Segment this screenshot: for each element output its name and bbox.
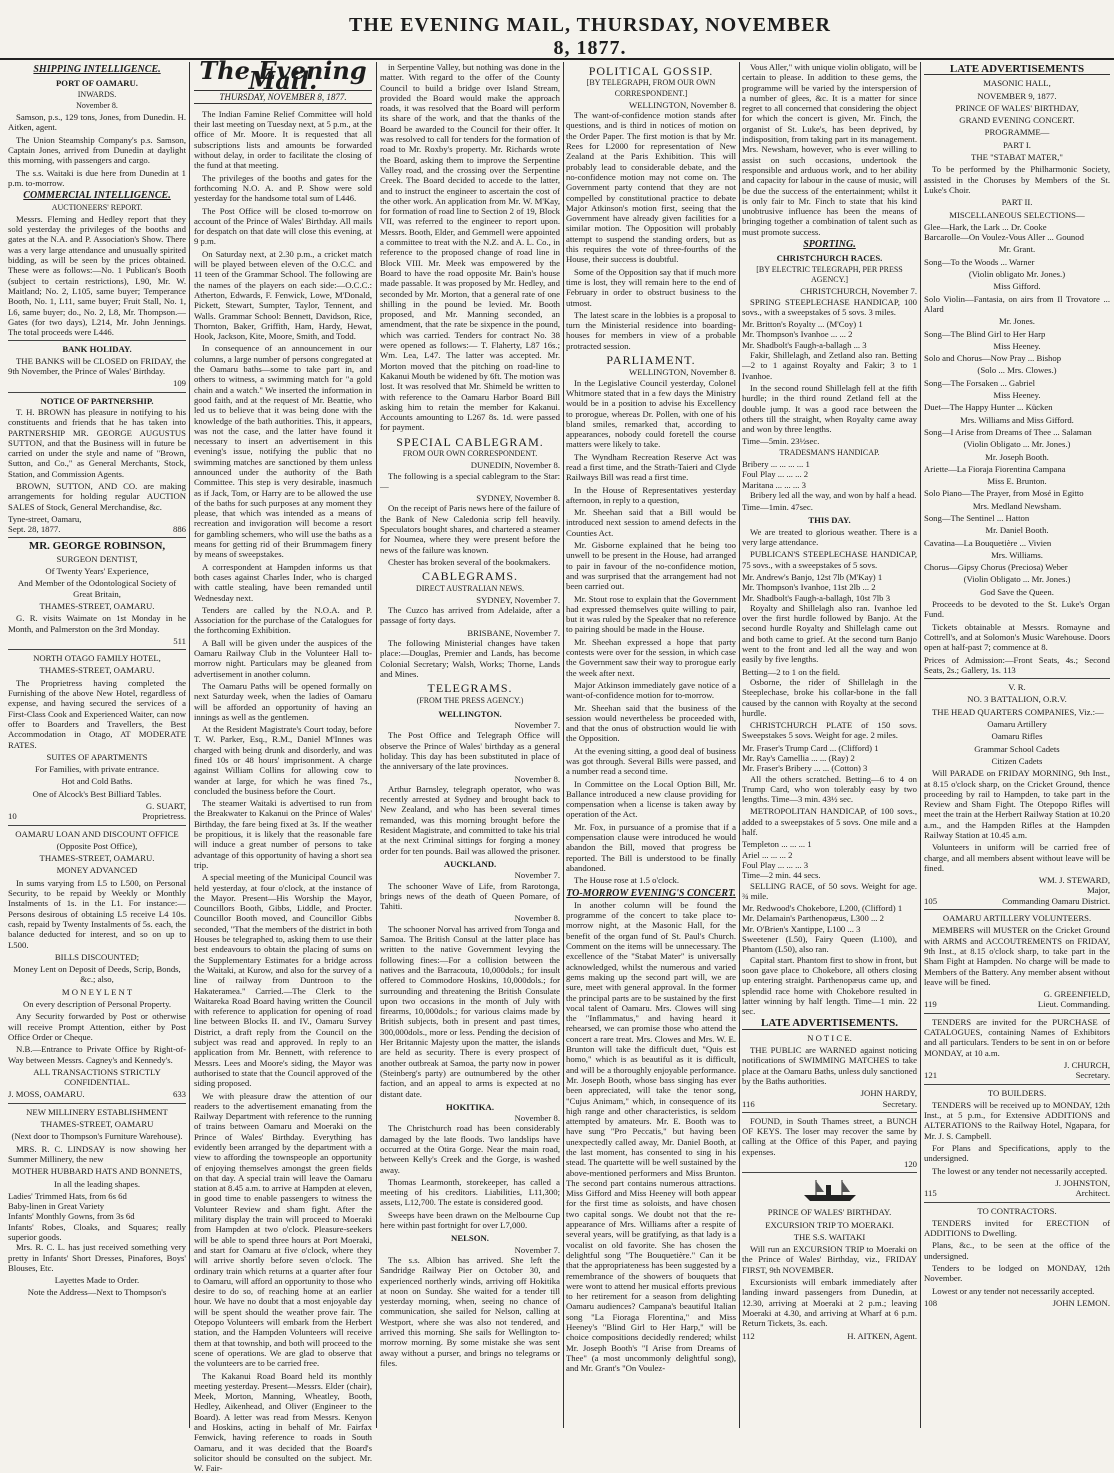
news-paragraph: The schooner Norval has arrived from Tonga and Samoa. The British Consul at the latter place has written to the native Government levying the following fines:—For a collision between the natives and the Barracouta, 10,000dols.; for insult offered to Commodore Hoskins, 10,000dols.; for surrounding and threatening the British Consulate upon two occasions in the month of July with firearms, 10,000dols.; for various claims made by British subjects, both in present and past times, 300,000dols., more or less. Pending the decision of Her Britannic Majesty upon the matter, the islands are held as security. There is every prospect of another outbreak at Samoa, the party now in power (Steinberg's party) are outnumbered by the other faction, and an appeal to arms is expected at no distant date. — [380, 923, 560, 1099]
news-paragraph: The House rose at 1.5 o'clock. — [574, 875, 680, 886]
artillery-heading: OAMARU ARTILLERY VOLUNTEERS. — [942, 913, 1092, 924]
programme-heading: PROGRAMME— — [984, 127, 1050, 138]
race-betting: Betting—2 to 1 on the field. — [742, 666, 840, 677]
programme-performer: Mr. Joseph Booth. — [985, 451, 1049, 462]
programme-item: Song—The Sentinel ... Hatton — [924, 512, 1030, 523]
money-advanced: MONEY ADVANCED — [56, 865, 138, 876]
auctioneers-heading: AUCTIONEERS' REPORT. — [51, 202, 143, 212]
hotel-name: NORTH OTAGO FAMILY HOTEL, — [33, 653, 161, 664]
tenders-text: TENDERS will be received up to MONDAY, 12th Inst., at 5 p.m., for Extensive ADDITIONS and ALTERATIONS to the Railway Hotel, Ngapara, for Mr. J. S. Campbell. — [924, 1099, 1110, 1141]
proprietress-role: 10 Proprietress. — [8, 811, 186, 822]
loan-sub: (Opposite Post Office), — [56, 840, 138, 851]
programme-performer: Mrs. Williams. — [991, 549, 1043, 560]
masthead — [0, 0, 1114, 60]
news-paragraph: Chester has broken several of the bookmakers. — [388, 556, 551, 567]
race-heading: SPRING STEEPLECHASE HANDICAP, 100 sovs., with a sweepstakes of 5 sovs. 3 miles. — [742, 296, 917, 317]
prices-text: Prices of Admission:—Front Seats, 4s.; Second Seats, 2s.; Gallery, 1s. 113 — [924, 654, 1110, 675]
stabat-mater: THE "STABAT MATER," — [971, 152, 1063, 163]
ship-name: THE S.S. WAITAKI — [793, 1231, 866, 1242]
race-heading: PUBLICAN'S STEEPLECHASE HANDICAP, 75 sovs., with a sweepstakes of 5 sovs. — [742, 549, 917, 570]
news-date: WELLINGTON, November 8. — [629, 367, 736, 378]
news-paragraph: Some of the Opposition say that if much more time is lost, they will remain here to the end of February in order to obstruct business to the utmost. — [566, 266, 736, 308]
news-paragraph: The Cuzco has arrived from Adelaide, after a passage of forty days. — [380, 605, 560, 626]
programme-item: Song—To the Woods ... Warner — [924, 256, 1035, 267]
signature-role: 119 Lieut. Commanding. — [924, 999, 1110, 1010]
programme-item: Glee—Hark, the Lark ... Dr. Cooke — [924, 221, 1047, 232]
news-paragraph: On the receipt of Paris news here of the failure of the Bank of New Caledonia scrip fell heavily. Speculators bought shares, and chartered a steamer for Noumea, where they were present before the news of the failure was known. — [380, 503, 560, 555]
programme-item: Cavatina—La Bouquetière ... Vivien — [924, 537, 1052, 548]
race-report: Osborne, the rider of Shillelagh in the Steeplechase, broke his collar-bone in the fall caused by the cannon with Royalty at the second hurdle. — [742, 676, 917, 718]
millinery-item: Ladies' Trimmed Hats, from 6s 6d — [8, 1190, 127, 1201]
nb-text: N.B.—Entrance to Private Office by Right-of-Way between Messrs. Cagney's and Kennedy's. — [8, 1044, 186, 1065]
hokitika-heading: HOKITIKA. — [445, 1101, 495, 1112]
money-lent-sub: On every description of Personal Property. — [22, 999, 172, 1010]
races-from: [BY ELECTRIC TELEGRAPH, PER PRESS AGENCY.] — [756, 264, 903, 284]
programme-item: Solo Violin—Fantasia, on airs from Il Trovatore ... Alard — [924, 293, 1110, 314]
news-paragraph: Mr. Sheehan expressed a hope that party contests were over for the session, in which case the Government saw their way to prorogue early the week after next. — [566, 636, 736, 678]
programme-performer: Miss Heeney. — [993, 340, 1041, 351]
bills-text: Money Lent on Deposit of Deeds, Scrip, Bonds, &c.; also, — [13, 964, 181, 985]
news-paragraph: The Post Office and Telegraph Office will observe the Prince of Wales' birthday as a general holiday. This day has been substituted in place of the anniversary of the late provinces. — [380, 730, 560, 772]
company-item: Citizen Cadets — [991, 755, 1043, 766]
news-date: November 8. — [514, 773, 560, 784]
news-paragraph: The Kakanui Road Board held its monthly meeting yesterday. Present—Messrs. Elder (chair), Meek, Morton, Manning, Wheatley, Booth, Hedley, Aikenhead, and Oliver (Engineer to the Board). A letter was read from Messrs. Kenyon and Hoskins, acting in behalf of Mr. Fairfax Fenwick, having reference to roads in South Oamaru, and it was decided that the Board's solicitor should be consulted on the subject. Mr. W. Fair- — [194, 1370, 372, 1473]
column-4 — [566, 62, 736, 1430]
lowest-text: The lowest or any tender not necessarily accepted. — [932, 1165, 1108, 1176]
race-report: Bribery led all the way, and won by half a head. — [750, 489, 917, 500]
concert-heading: TO-MORROW EVENING'S CONCERT. — [566, 887, 736, 899]
programme-performer: (Violin obligato Mr. Jones.) — [968, 269, 1066, 280]
programme-item: Duet—The Happy Hunter ... Kücken — [924, 402, 1053, 413]
news-date: November 8. — [514, 913, 560, 924]
signature-name: J. JOHNSTON, — [1055, 1177, 1110, 1188]
column-5 — [742, 62, 917, 1430]
millinery-text: MRS. R. C. LINDSAY is now showing her Summer Millinery, the new — [8, 1143, 186, 1164]
news-paragraph: The Post Office will be closed to-morrow on account of the Prince of Wales' Birthday. All mails for despatch on that date will close this evening, at 9 p.m. — [194, 205, 372, 247]
programme-item: Barcarolle—On Voulez-Vous Aller ... Gounod — [924, 232, 1084, 243]
partnership-address: Tyne-street, Oamaru, — [8, 513, 82, 524]
hq-text: THE HEAD QUARTERS COMPANIES, Viz.:— — [932, 706, 1104, 717]
dentist-name: MR. GEORGE ROBINSON, — [28, 540, 166, 553]
news-paragraph: Mr. Stout rose to explain that the Government had expressed themselves quite willing to pair, but it was ruled by the Speaker that no reference to pairing should be made in the House. — [566, 593, 736, 635]
news-paragraph: A correspondent at Hampden informs us that both cases against Charles Inder, who is charged with cattle stealing, have been remanded until Wednesday next. — [194, 561, 372, 603]
news-paragraph: Sweeps have been drawn on the Melbourne Cup here within past fortnight for over L7,000. — [380, 1209, 560, 1231]
programme-performer: Mr. Grant. — [998, 244, 1036, 255]
shipping-item: The Union Steamship Company's p.s. Samson, Captain Jones, arrived from Dunedin at daylight this morning, with passengers and cargo. — [8, 134, 186, 166]
race-result: Foul Play ... ... ... 2 — [742, 469, 809, 480]
special-place: DUNEDIN, November 8. — [470, 460, 560, 471]
races-heading: CHRISTCHURCH RACES. — [776, 253, 883, 264]
prince-birthday: PRINCE OF WALES' BIRTHDAY, — [955, 102, 1079, 113]
confidential-note: ALL TRANSACTIONS STRICTLY CONFIDENTIAL. — [33, 1066, 161, 1088]
political-gossip-heading: POLITICAL GOSSIP. — [588, 64, 714, 78]
race-heading: METROPOLITAN HANDICAP, of 100 sovs., added to a sweepstakes of 5 sovs. One mile and a half. — [742, 806, 917, 838]
suites-heading: SUITES OF APARTMENTS — [46, 751, 148, 762]
column-rule — [376, 62, 377, 1428]
race-result: Mr. Thompson's Ivanhoe ... ... 2 — [742, 329, 853, 340]
news-paragraph: The following Ministerial changes have taken place:—Douglas, Premier and Lands, has become Colonial Secretary; Walsh, Works; Thorne, Lands and Mines. — [380, 638, 560, 679]
race-result: Mr. Fraser's Bribery ... ... (Cotton) 3 — [742, 763, 868, 774]
suites-billiards: One of Alcock's Best Billiard Tables. — [32, 788, 162, 799]
race-result: Mr. Shadbolt's Faugh-a-ballagh, 10st 7lb 3 — [742, 592, 891, 603]
column-rule — [739, 62, 740, 1428]
millinery-item: Baby-linen in Great Variety — [8, 1201, 105, 1212]
signature-role: 115 Architect. — [924, 1188, 1110, 1199]
agent-signature: 112 H. AITKEN, Agent. — [742, 1330, 917, 1341]
news-paragraph: Mr. Fox, in pursuance of a promise that if a compensation clause were introduced he would abandon the Bill, moved that progress be reported. The Bill is understood to be finally abandoned. — [566, 821, 736, 873]
news-paragraph: On Saturday next, at 2.30 p.m., a cricket match will be played between eleven of the O.C.C. and 11 teen of the Grammar School. The following are the names of the players on each side:—O.C.C.: Atherton, Edwards, F. Fenwick, Lowe, M'Donald, Pickett, Stewart, Sumpter, Taylor, Tennent, and Walls. Grammar School: Bennett, Davidson, Rice, Thornton, Baker, Griffith, Ham, Hardy, Hewat, Hook, Jackson, Kite, Moore, Smith, and Todd. — [194, 248, 372, 342]
signature-role: 116 Secretary. — [742, 1098, 917, 1109]
news-date: November 8. — [514, 1113, 560, 1124]
programme-item: Song—The Forsaken ... Gabriel — [924, 377, 1035, 388]
column-6 — [924, 62, 1110, 1430]
telegrams-heading: TELEGRAMS. — [427, 681, 513, 696]
programme-performer: Mr. Jones. — [999, 316, 1035, 327]
race-result: Mr. Andrew's Banjo, 12st 7lb (M'Kay) 1 — [742, 571, 883, 582]
news-paragraph: Mr. Sheehan said that a Bill would be introduced next session to amend defects in the Counties Act. — [566, 507, 736, 538]
race-result: Maritana ... ... ... 3 — [742, 479, 806, 490]
partnership-date: Sept. 28, 1877. 886 — [8, 524, 186, 535]
race-report: Capital start. Phantom first to show in front, but soon gave place to Chokebore, all others closing up entering straight. Parthenopæus came up, and splendid race home with Chokebore resulted in latter winning by half length. Time—1 min. 22 sec. — [742, 954, 917, 1017]
moss-signature: J. MOSS, OAMARU. 633 — [8, 1089, 186, 1100]
sporting-heading: SPORTING. — [803, 239, 856, 251]
port-heading: PORT OF OAMARU. — [56, 78, 138, 89]
shipping-item: The s.s. Waitaki is due here from Dunedin at 1 p.m. to-morrow. — [8, 167, 186, 188]
millinery-text: Mrs. R. C. L. has just received something very pretty in Infants' Short Dresses, Pinafores, Boys' Blouses, Etc. — [8, 1242, 186, 1273]
artillery-text: MEMBERS will MUSTER on the Cricket Ground with ARMS and ACCOUTREMENTS on FRIDAY, 9th Inst., at 8.15 o'clock sharp, to take part in the Sham Fight at Hampden. No charge will be made to Members of the Battery. Any member absent without leave will be fined. — [924, 925, 1110, 987]
notice-heading: N O T I C E. — [807, 1032, 852, 1043]
programme-anthem: God Save the Queen. — [980, 586, 1054, 597]
signature-command: 105 Commanding Oamaru District. — [924, 895, 1110, 906]
signature-name: JOHN HARDY, — [860, 1088, 917, 1099]
race-result: Mr. O'Brien's Xantippe, L100 ... 3 — [742, 923, 861, 934]
dentist-experience: Of Twenty Years' Experience, — [45, 566, 149, 577]
inwards-date: November 8. — [76, 100, 118, 110]
found-text: FOUND, in South Thames street, a BUNCH OF KEYS. The loser may recover the same by calling at the Office of this Paper, and paying expenses. — [742, 1115, 917, 1157]
signature-name: WM. J. STEWARD, — [1038, 875, 1110, 886]
telegrams-from: (FROM THE PRESS AGENCY.) — [416, 695, 524, 705]
cable-date: BRISBANE, November 7. — [467, 627, 560, 638]
race-heading: TRADESMAN'S HANDICAP. — [779, 447, 880, 457]
excursion-text: Excursionists will embark immediately after landing inward passengers from Dunedin, at 12.30, arriving at Moeraki at 2 p.m.; leaving Moeraki at 4.30, and arriving at Wharf at 6 p.m. Return Tickets, 3s. each. — [742, 1277, 917, 1329]
steamship-icon — [800, 1177, 860, 1203]
battalion-heading: NO. 3 BATTALION, O.R.V. — [967, 694, 1067, 705]
programme-performer: (Violin Obligato ... Mr. Jones.) — [963, 574, 1071, 585]
news-paragraph: Vous Aller," with unique violin obligato, will be certain to please. In addition to these gems, the programme will be varied by the interspersion of a number of glees, &c. It is a matter for since regret to all concerned that considering the object for which the concert is given, Mr. Finch, the organist of St. Luke's, has been deprived, by indisposition, from taking part in its management. Mrs. Newsham, however, who is ever willing to assist on such occasions, undertook the responsible and arduous work, and to her ability and capacity for labour in the cause of music, will be due the success of the entertainment; whilst it is only fair to Mr. Finch to state that his kind unobtrusive influence has been the means of bringing together a combination of talent such as must promote success. — [742, 62, 917, 237]
programme-item: Solo and Chorus—Now Pray ... Bishop — [924, 353, 1062, 364]
loan-text: In sums varying from L5 to L500, on Personal Security, to be repaid by Weekly or Monthly Instalments of 1s. in the L1. For instance:—Persons desirous of obtaining L5 receive L4 10s. cash, repaid by Twenty Instalments of 5s. each, the balance deducted for interest, and so on up to L500. — [8, 877, 186, 950]
tickets-text: Tickets obtainable at Messrs. Romayne and Cottrell's, and at Solomon's Music Warehouse. Doors open at half-past 7; commence at 8. — [924, 621, 1110, 653]
news-paragraph: The Indian Famine Relief Committee will hold their last meeting on Tuesday next, at 5 p.m., at the office of Mr. Moore. It is requested that all subscriptions lists and amounts be forwarded without delay, in order to facilitate the closing of the fund at that meeting. — [194, 108, 372, 171]
news-paragraph: Mr. Gisborne explained that he being too unwell to be present in the House, had arranged to pair in favour of the no-confidence motion, and was surprised that the arrangement had not been carried out. — [566, 540, 736, 592]
news-date: CHRISTCHURCH, November 7. — [800, 286, 917, 297]
partnership-text: T. H. BROWN has pleasure in notifying to his constituents and friends that he has taken into PARTNERSHIP MR. GEORGE AUGUSTUS SUTTON, and that the Business will in future be carried on under the style and name of "Brown, Sutton, and Co.," as General Merchants, Stock, Station, and Commission Agents. — [8, 406, 186, 479]
plans-text: For Plans and Specifications, apply to the undersigned. — [924, 1143, 1110, 1164]
loan-address: THAMES-STREET, OAMARU. — [39, 853, 155, 864]
cablegrams-heading: CABLEGRAMS. — [421, 569, 518, 584]
ad-number: 511 — [173, 635, 186, 646]
race-result: Mr. Redwood's Chokebore, L200, (Clifford) 1 — [742, 903, 903, 914]
race-time: Time—5min. 23½sec. — [742, 436, 820, 447]
excursion-heading: EXCURSION TRIP TO MOERAKI. — [765, 1219, 894, 1230]
column-rule — [563, 62, 564, 1428]
special-cablegram-heading: SPECIAL CABLEGRAM. — [396, 434, 544, 449]
grand-concert: GRAND EVENING CONCERT. — [959, 115, 1075, 126]
tenders-text: TENDERS invited for ERECTION of ADDITIONS to Dwelling. — [924, 1217, 1110, 1239]
suites-baths: Hot and Cold Baths. — [61, 776, 133, 787]
notice-text: THE PUBLIC are WARNED against noticing notifications of SWIMMING MATCHES to take place at the Oamaru Baths, unless duly sanctioned by the Baths authorities. — [742, 1045, 917, 1086]
programme-performer: (Solo ... Mrs. Clowes.) — [977, 365, 1057, 376]
column-rule — [920, 62, 921, 1428]
dateline: THURSDAY, NOVEMBER 8, 1877. — [194, 90, 372, 104]
millinery-sub: (Next door to Thompson's Furniture Warehouse). — [11, 1131, 183, 1142]
programme-item: Ariette—La Fioraja Fiorentina Campana — [924, 463, 1066, 474]
news-paragraph: A special meeting of the Municipal Council was held yesterday, at four o'clock, at the instance of the Mayor. Present—His Worship the Mayor, Councillors Booth, Gibbs, Liddle, and Procter. Councillor Booth moved, and Councillor Gibbs seconded, "That the members of the district in both Houses be telegraphed to, asking them to use their best endeavours to obtain the placing of sums on the Supplementary Estimates for a bridge across the Waitaki, at Kurow, and also for the survey of a line of railway from Duntroon to the Hakateramea." Carried.—The Clerk to the Waitareka Road Board having written the Council with reference to application for opening of road line between Blocks II. and IV., Oamaru Survey District, a draft reply from the Council on the subject was read and approved. In reply to an application from Mr. Bennett, with reference to Messrs. Lees and Moore's siding, the Mayor was authorised to state that the Council approved of the siding proposed. — [194, 872, 372, 1089]
race-result: Mr. Shadbolt's Faugh-a-ballagh ... 3 — [742, 339, 867, 350]
column-3 — [380, 62, 560, 1430]
news-paragraph: The schooner Wave of Life, from Rarotonga, brings news of the death of Queen Pomare, of Tahiti. — [380, 880, 560, 912]
ad-number: 109 — [172, 378, 186, 389]
dentist-text: G. R. visits Waimate on 1st Monday in he Month, and Palmerston on the 3rd Monday. — [8, 613, 186, 634]
tenders-text: TENDERS are invited for the PURCHASE of CATALOGUES, containing Names of Exhibitors and all particulars. Tenders to be sent in on or before MONDAY, at 10 a.m. — [924, 1016, 1110, 1058]
news-paragraph: Mr. Sheehan said that the business of the session would nevertheless be proceeded with, and that the onus of obstruction would lie with the Opposition. — [566, 702, 736, 744]
signature-role: 121 Secretary. — [924, 1070, 1110, 1081]
race-result: Mr. Delamain's Parthenopæus, L300 ... 2 — [742, 913, 884, 924]
race-result: Mr. Fraser's Trump Card ... (Clifford) 1 — [742, 742, 879, 753]
news-paragraph: We with pleasure draw the attention of our readers to the advertisement emanating from the Railway Department with reference to the running of trains between Oamaru and Moeraki on the Prince of Wales' Birthday. Everything has evidently been arranged by the department with a view to affording the townspeople an opportunity of enjoying themselves amongst the green fields on that day. A special train will leave the Oamaru station at 8.45 a.m. to arrive at Hampden at eleven, in good time to enable passengers to witness the Volunteer Review and sham fight. After the military display the train will proceed to Moeraki from Hampden at two o'clock. Pleasure-seekers will be able to spend three hours at Port Moeraki, and start for Oamaru at five o'clock, where they will arrive shortly before seven o'clock. The ordinary train which returns at a quarter after four to Oamaru, will afford an opportunity to those who desire to do so, of reaching home at an earlier hour. We have no doubt that a most enjoyable day will be spent should the weather prove fair. The Otepopo Volunteers will embark from the Herbert station, and the Hampden Volunteers will receive them at that township, and both will proceed to the scene of operations. We are glad to observe that the volunteers are to be carried free. — [194, 1090, 372, 1369]
programme-list — [924, 222, 1110, 597]
shapes-text: In all the leading shapes. — [53, 1178, 141, 1189]
millinery-item: Infants' Monthly Gowns, from 3s 6d — [8, 1211, 135, 1222]
race-report: All the others scratched. Betting—6 to 4 on Trump Card, who won tolerably easy by two lengths. Time—3 min. 43½ sec. — [742, 773, 917, 805]
lodged-text: Tenders to be lodged on MONDAY, 12th November. — [924, 1262, 1110, 1284]
news-paragraph: The following is a special cablegram to the Star:— — [380, 470, 560, 491]
parade-text: Volunteers in uniform will be carried free of charge, and all members absent without leave will be fined. — [924, 842, 1110, 873]
news-paragraph: The s.s. Albion has arrived. She left the Sandridge Railway Pier on October 30, and experienced northerly winds, arriving off Hokitika at noon on Sunday. She waited for a tender till yesterday morning, when, seeing no chance of communication, she sailed for Nelson, calling at Westport, where she was also not tendered, and arrived this morning. She sails for Wellington to-morrow morning. By some mistake she was sent away without a purser, and brings no telegrams or files. — [380, 1254, 560, 1368]
column-2 — [194, 56, 372, 1473]
political-from: [BY TELEGRAPH, FROM OUR OWN CORRESPONDENT.] — [586, 78, 716, 98]
shipping-heading: SHIPPING INTELLIGENCE. — [33, 64, 161, 75]
late-ads-heading: LATE ADVERTISEMENTS — [924, 64, 1110, 75]
news-paragraph: A Ball will be given under the auspices of the Oamaru Railway Club in the Volunteer Hall to-morrow night. Particulars may be gleaned from advertisement in another column. — [194, 637, 372, 679]
company-item: Grammar School Cadets — [974, 743, 1060, 754]
suites-sub: For Families, with private entrance. — [34, 764, 159, 775]
proceeds-text: Proceeds to be devoted to the St. Luke's Organ Fund. — [924, 599, 1110, 620]
news-paragraph: Major Atkinson immediately gave notice of a want-of-confidence motion for to-morrow. — [566, 679, 736, 701]
news-paragraph: We are treated to glorious weather. There is a very large attendance. — [742, 526, 917, 548]
programme-item: Solo Piano—The Prayer, from Mosé in Egitto — [924, 488, 1084, 499]
wellington-heading: WELLINGTON. — [438, 708, 502, 719]
programme-performer: Mr. Daniel Booth. — [985, 525, 1049, 536]
money-lent: M O N E Y L E N T — [61, 986, 133, 997]
auckland-heading: AUCKLAND. — [443, 858, 497, 869]
millinery-item: Infants' Robes, Cloaks, and Squares; really superior goods. — [8, 1221, 186, 1242]
news-paragraph: in Serpentine Valley, but nothing was done in the matter. With regard to the offer of the County Council to build a bridge over Island Stream, provided the Board would make the approach roads, it was resolved that the Board will perform its share of the work, and that the thanks of the Board be awarded to the Council for their offer. It was resolved to call for tenders for the formation of road to Mr. Roxby's property. Mr. Richards wrote the Board, asking them to improve the Serpentine Valley road, and the crossing over the Serpentine Creek. The Board decided to accede to the latter, and to instruct the engineer to ascertain the cost of the other work. An application from Mr. W. M'Kay, for formation of road line to Section 2 of 19, Block VII, was referred to the engineer to report upon. Messrs. Booth, Elder, and Gemmell were appointed a committee to treat with the N.Z. and A. L. Co., in reference to the proposed change of road line in Block VIII. Mr. Meek was empowered by the Board to have the road opposite Mr. Bain's house made passable. It was proposed by Mr. Hedley, and seconded by Mr. Morton, that a general rate of one shilling in the pound be levied. Mr. Booth proposed, and Mr. Manning seconded, an amendment, that the rate be sixpence in the pound, which was carried. Tenders for contract No. 38 were opened as follows:— T. Flaherty, L87 16s.; Wm. Lea, L47. The latter was accepted. Mr. Morton moved that the pitching on road-line to Kakanui Mouth be widened by 6ft. The motion was lost. It was resolved that Mr. Shimeld be written to with reference to the Oamaru Harbor Board Bill asking him to retain the member for Kakanui. Accounts amounting to L267 8s. 1d. were passed for payment. — [380, 62, 560, 433]
race-time: Time—2 min. 44 secs. — [742, 870, 821, 881]
dentist-address: THAMES-STREET, OAMARU. — [39, 600, 155, 611]
news-paragraph: The steamer Waitaki is advertised to run from the Breakwater to Kakanui on the Prince of Wales' Birthday, the fare being fixed at 3s. If the weather be propitious, it is likely that the reasonable fare will induce a great number of persons to take advantage of this opportunity of having a short sea trip. — [194, 798, 372, 870]
race-result: Foul Play ... ... ... 3 — [742, 859, 809, 870]
signature-role: Major, — [1086, 885, 1110, 896]
dentist-title: SURGEON DENTIST, — [56, 553, 138, 564]
shipping-item: Samson, p.s., 129 tons, Jones, from Dunedin. H. Aitken, agent. — [8, 112, 186, 133]
parliament-heading: PARLIAMENT. — [606, 353, 696, 368]
news-date: November 7. — [514, 870, 560, 881]
prince-birthday-heading: PRINCE OF WALES' BIRTHDAY. — [767, 1207, 892, 1218]
race-report: Fakir, Shillelagh, and Zetland also ran. Betting—2 to 1 against Royalty and Fakir; 3 to 1 Ivanhoe. — [742, 350, 917, 381]
race-result: Mr. Thompson's Ivanhoe, 11st 2lb ... 2 — [742, 582, 876, 593]
programme-performer: Miss Heeney. — [993, 390, 1041, 401]
proprietress-name: G. SUART, — [145, 801, 186, 811]
masonic-hall-heading: MASONIC HALL, — [983, 78, 1051, 89]
commercial-heading: COMMERCIAL INTELLIGENCE. — [23, 190, 171, 202]
builders-heading: TO BUILDERS. — [987, 1087, 1047, 1098]
news-paragraph: The Christchurch road has been considerably damaged by the late floods. Two landslips have occurred at the Otira Gorge. Near the main road, between Kelly's Creek and the Gorge, is washed away. — [380, 1123, 560, 1175]
news-paragraph: At the Resident Magistrate's Court today, before T. W. Parker, Esq., R.M., Daniel M'Innes was charged with being drunk and disorderly, and was fined 10s or 48 hours' imprisonment. A charge against William Collins for allowing cow to wander at large, for which he was fined 7s., concluded the business before the Court. — [194, 724, 372, 796]
programme-performer: (Violin Obligato ... Mr. Jones.) — [963, 439, 1071, 450]
news-paragraph: In the House of Representatives yesterday afternoon, in reply to a question, — [566, 484, 736, 505]
hotel-text: The Proprietress having completed the Furnishing of the above New Hotel, regardless of expense, and having secured the services of a First-Class Cook and Experienced Waiter, can now offer to Boarders and Travellers, the Best Accommodation in Otago, AT MODERATE RATES. — [8, 677, 186, 750]
programme-performer: Miss Gifford. — [993, 281, 1041, 292]
news-paragraph: Thomas Learmonth, storekeeper, has called a meeting of his creditors. Liabilities, L11,300; assets, L12,700. The estate is considered good. — [380, 1176, 560, 1208]
programme-item: Chorus—Gipsy Chorus (Preciosa) Weber — [924, 562, 1068, 573]
bills-heading: BILLS DISCOUNTED; — [54, 951, 140, 962]
bank-holiday-heading: BANK HOLIDAY. — [62, 344, 132, 355]
concert-date: NOVEMBER 9, 1877. — [977, 90, 1057, 101]
company-item: Oamaru Rifles — [991, 731, 1043, 742]
company-item: Oamaru Artillery — [987, 719, 1047, 730]
news-paragraph: In Committee on the Local Option Bill, Mr. Ballance introduced a new clause providing for compensation when a license is taken away by operation of the Act. — [566, 778, 736, 820]
part-heading: PART I. — [1003, 139, 1031, 150]
dentist-membership: And Member of the Odontological Society of Great Britain, — [17, 578, 177, 599]
race-report: Royalty and Shillelagh also ran. Ivanhoe led over the first hurdle followed by Banjo. At the second hurdle Royalty and Shillelagh came out and both came to grief. At the second turn Banjo went to the front and led all the way and won easily by five lengths. — [742, 602, 917, 665]
news-paragraph: Tenders are called by the N.O.A. and P. Association for the purchase of the Catalogues for the forthcoming Exhibition. — [194, 604, 372, 636]
news-paragraph: The want-of-confidence motion stands after questions, and is third in notices of motion on the Order Paper. The first motion is that by Mr. Rees for L2000 for representation of New Zealand at the Paris Exhibition. This will probably lead to considerable debate, and the no-confidence motion may not come on. The Government party contend that they are not compelled by constitutional practice to debate Major Atkinson's motion first, seeing that the Government have already given facilities for a similar motion. The Opposition will probably attempt to suspend the standing orders, but as this requires the vote of three-fourths of the House, their success is doubtful. — [566, 110, 736, 265]
race-time: Time—1min. 47sec. — [742, 502, 813, 513]
loan-heading: OAMARU LOAN AND DISCOUNT OFFICE — [15, 828, 179, 839]
millinery-heading: NEW MILLINERY ESTABLISHMENT — [26, 1106, 168, 1117]
newspaper-title: THE EVENING MAIL, THURSDAY, NOVEMBER 8, 1877. — [348, 14, 831, 59]
auctioneers-report: Messrs. Fleming and Hedley report that they sold yesterday the privileges of the booths and gates at the N.A. and P. Association's Show. There was a very large attendance and unusually spirited bidding, as will be seen by the prices obtained. These were as follows:—No. 1 Publican's Booth (subject to certain restrictions), L90, Mr. W. Maitland; No. 2, L105, same buyer; Temperance Booth, No. 1, L11, same buyer; Fruit Stall, No. 1, L6, same buyer; do., No. 2, L8, Mr. Thompson.—Gates (for two days), L214, Mr. John Jennings. The total proceeds were L446. — [8, 213, 186, 338]
this-day-heading: THIS DAY. — [808, 515, 851, 526]
race-result: Mr. Britton's Royalty ... (M'Coy) 1 — [742, 319, 863, 330]
ad-number: 120 — [903, 1158, 917, 1169]
programme-item: Song—I Arise from Dreams of Thee ... Salaman — [924, 426, 1092, 437]
cablegrams-sub: DIRECT AUSTRALIAN NEWS. — [415, 583, 525, 593]
cable-date: SYDNEY, November 7. — [476, 594, 560, 605]
programme-performer: Mrs. Williams and Miss Gifford. — [960, 414, 1074, 425]
signature-name: G. GREENFIELD, — [1043, 989, 1110, 1000]
news-date: November 7. — [514, 720, 560, 731]
newspaper-logo: The Evening Mail. — [199, 56, 367, 96]
news-paragraph: Arthur Barnsley, telegraph operator, who was recently arrested at Sydney and brought back to New Zealand, and who has been several times remanded, was this morning brought before the Resident Magistrate, and committed to take his trial at the next Criminal sittings for forging a money order for ten pounds. Bail was allowed the prisoner. — [380, 783, 560, 856]
layettes-text: Layettes Made to Order. — [54, 1275, 140, 1286]
news-paragraph: The Oamaru Paths will be opened formally on next Saturday week, when the ladies of Oamaru will be afforded an opportunity of having an innings as well as the gentlemen. — [194, 680, 372, 722]
race-result: Mr. Ray's Camellia ... ... (Ray) 2 — [742, 753, 855, 763]
hubbard-heading: MOTHER HUBBARD HATS AND BONNETS, — [11, 1166, 183, 1177]
plans-text: Plans, &c., to be seen at the office of the undersigned. — [924, 1240, 1110, 1261]
race-result: Templeton ... ... ... 1 — [742, 839, 812, 850]
news-date: WELLINGTON, November 8. — [629, 99, 736, 110]
excursion-text: Will run an EXCURSION TRIP to Moeraki on the Prince of Wales' Birthday, viz., FRIDAY FIRST, 9th NOVEMBER. — [742, 1244, 917, 1275]
millinery-address: THAMES-STREET, OAMARU — [40, 1119, 154, 1130]
lowest-text: Lowest or any tender not necessarily accepted. — [932, 1285, 1095, 1296]
news-paragraph: In the Legislative Council yesterday, Colonel Whitmore stated that in a few days the Ministry would be in a position to advise his Excellency to prorogue, whereas Dr. Pollen, with one of his bland smiles, remarked that, according to appearances, nobody could foretell the course matters were likely to take. — [566, 377, 736, 450]
programme-item: Song—The Blind Girl to Her Harp — [924, 328, 1046, 339]
race-report: In the second round Shillelagh fell at the fifth hurdle; in the third round Zetland fell at the double jump. It was a good race between the others till the straight, when Royalty came away and won by three lengths. — [742, 382, 917, 435]
race-heading: CHRISTCHURCH PLATE of 150 sovs. Sweepstakes 5 sovs. Weight for age. 2 miles. — [742, 720, 917, 741]
race-result: Bribery ... ... ... ... 1 — [742, 458, 810, 469]
race-heading: SELLING RACE, of 50 sovs. Weight for age. ¾ mile. — [742, 880, 917, 901]
news-paragraph: The latest scare in the lobbies is a proposal to turn the Ministerial residence into boarding-houses for members in view of a probable protracted session. — [566, 309, 736, 351]
signature-name: J. CHURCH, — [1063, 1059, 1110, 1070]
programme-performer: Mrs. Medland Newsham. — [972, 500, 1062, 511]
address-note: Note the Address—Next to Thompson's — [27, 1287, 167, 1298]
news-paragraph: The privileges of the booths and gates for the forthcoming N.O. A. and P. Show were sold yesterday for the handsome total sum of L446. — [194, 172, 372, 204]
column-rule — [189, 62, 190, 1428]
bank-holiday-text: THE BANKS will be CLOSED on FRIDAY, the 9th November, the Prince of Wales' Birthday. — [8, 355, 186, 377]
signature-name: 108 JOHN LEMON. — [924, 1297, 1110, 1308]
contractors-heading: TO CONTRACTORS. — [977, 1205, 1057, 1216]
news-date: November 7. — [514, 1244, 560, 1255]
vr-heading: V. R. — [1008, 682, 1026, 693]
security-text: Any Security forwarded by Post or otherwise will receive Prompt Attention, either by Post Office Order or Cheque. — [8, 1011, 186, 1042]
nelson-heading: NELSON. — [451, 1233, 489, 1244]
news-paragraph: In consequence of an announcement in our columns, a large number of persons congregated at the Oamaru baths—some to take part in, and others to witness, a swimming match for "a gold chain and a watch." We inserted the information in good faith, and at the request of Mr. Beattie, who led us to believe that it was being done with the knowledge of the bath authorities. This, it appears, was not the case, and the latter have found it necessary to insert an advertisement in this evening's issue, notifying the public that no swimming matches are sanctioned by them unless announced under the authority of the Bath Committee. This step is very desirable, inasmuch as if Jack, Tom, or Harry are to be allowed the use of the baths for such purposes at any moment they please, that which was intended as a means of recreation and invigoration will become a resort for gambling schemers, who will use the baths as a means for getting rid of their Brummagem finery by means of sweepstakes. — [194, 343, 372, 560]
column-1 — [8, 62, 186, 1430]
special-date: SYDNEY, November 8. — [476, 493, 560, 504]
race-result: Sweetener (L50), Fairy Queen (L100), and Phantom (L50), also ran. — [742, 934, 917, 955]
race-result: Ariel ... ... ... 2 — [742, 849, 793, 860]
news-paragraph: In another column will be found the programme of the concert to take place to-morrow night, at the Masonic Hall, for the benefit of the organ fund of St. Paul's Church. Comment on the items will be unnecessary. The excellence of the "Stabat Mater" is universally acknowledged, whilst the numerous and varied gems making up the second part will, we are sure, meet with general approval. In the former the principal parts are to be sustained by the first vocal talent of Oamaru. Mrs. Clowes will sing the "Inflammatus," and having heard it rehearsed, we can promise those who attend the concert a rare treat. Mrs. Clowes and Mrs. W. E. Brunton will take the difficult duet, "Quis est homo," which is as beautiful as it is difficult, and will be a thoroughly enjoyable performance. Mr. Joseph Booth, whose bass singing has ever been appreciated, will take the tenor song, "Cujus Animam," which, in consequence of its high range and other characteristics, is seldom attempted by amateurs. Mr. E. Booth was to have sung "Pro Peccatis," but having been unexpectedly called away, Mr. Daniel Booth, at the last moment, has consented to sing in his stead. The quartette will be well sustained by the above-mentioned performers and Miss Brunton. The second part contains numerous attractions. Miss Gifford and Miss Heeney will both appear for the first time as soloists, and have chosen two capital songs. We doubt not that the re-appearance of Mrs. Williams after a respite of several years, will be gratifying, as that lady is a vocalist on old favorite. She has chosen the delightful song "The Bouquetière." Can it be that the appropriateness has been suggested by a remembrance of the showers of bouquets that were wont to attend her musical efforts previous to her retirement for a season from delighting Oamaru audiences? Campana's beautiful Italian song "La Fioraga Florentina," and Miss Heeney's "Blind Girl to Her Harp," will be choice compositions decidedly rendered; whilst Mr. Joseph Booth's "I Arise from Dreams of Thee" (a most uncommonly delightful song), and Mr. Grant's "On Voulez- — [566, 899, 736, 1374]
news-paragraph: At the evening sitting, a good deal of business was got through. Several Bills were passed, and a number read a second time. — [566, 745, 736, 777]
hotel-address: THAMES-STREET, OAMARU. — [39, 665, 155, 676]
misc-heading: MISCELLANEOUS SELECTIONS— — [949, 209, 1085, 220]
partnership-text: BROWN, SUTTON, AND CO. are making arrangements for holding regular AUCTION SALES of Stock, General Merchandise, &c. — [8, 480, 186, 512]
late-ads-heading: LATE ADVERTISEMENTS. — [742, 1018, 917, 1029]
part-heading: PART II. — [1001, 197, 1033, 208]
inwards-heading: INWARDS. — [77, 89, 117, 99]
programme-performer: Miss E. Brunton. — [987, 476, 1047, 487]
news-paragraph: The Wyndham Recreation Reserve Act was read a first time, and the Strath-Taieri and Clyde Railways Bill was read a first time. — [566, 451, 736, 483]
partnership-heading: NOTICE OF PARTNERSHIP. — [40, 395, 154, 406]
parade-text: Will PARADE on FRIDAY MORNING, 9th Inst., at 8.15 o'clock sharp, on the Cricket Ground, thence proceeding by rail to Hampden, to take part in the Review and Sham Fight. The Otepopo Rifles will meet the train at the Herbert Railway Station at 10.20 a.m., and the Hampden Rifles at the Hampden Railway Station at 10.45 a.m. — [924, 768, 1110, 840]
stabat-sub: To be performed by the Philharmonic Society, assisted in the Choruses by Members of the St. Luke's Choir. — [924, 164, 1110, 195]
special-from: FROM OUR OWN CORRESPONDENT. — [402, 448, 538, 458]
